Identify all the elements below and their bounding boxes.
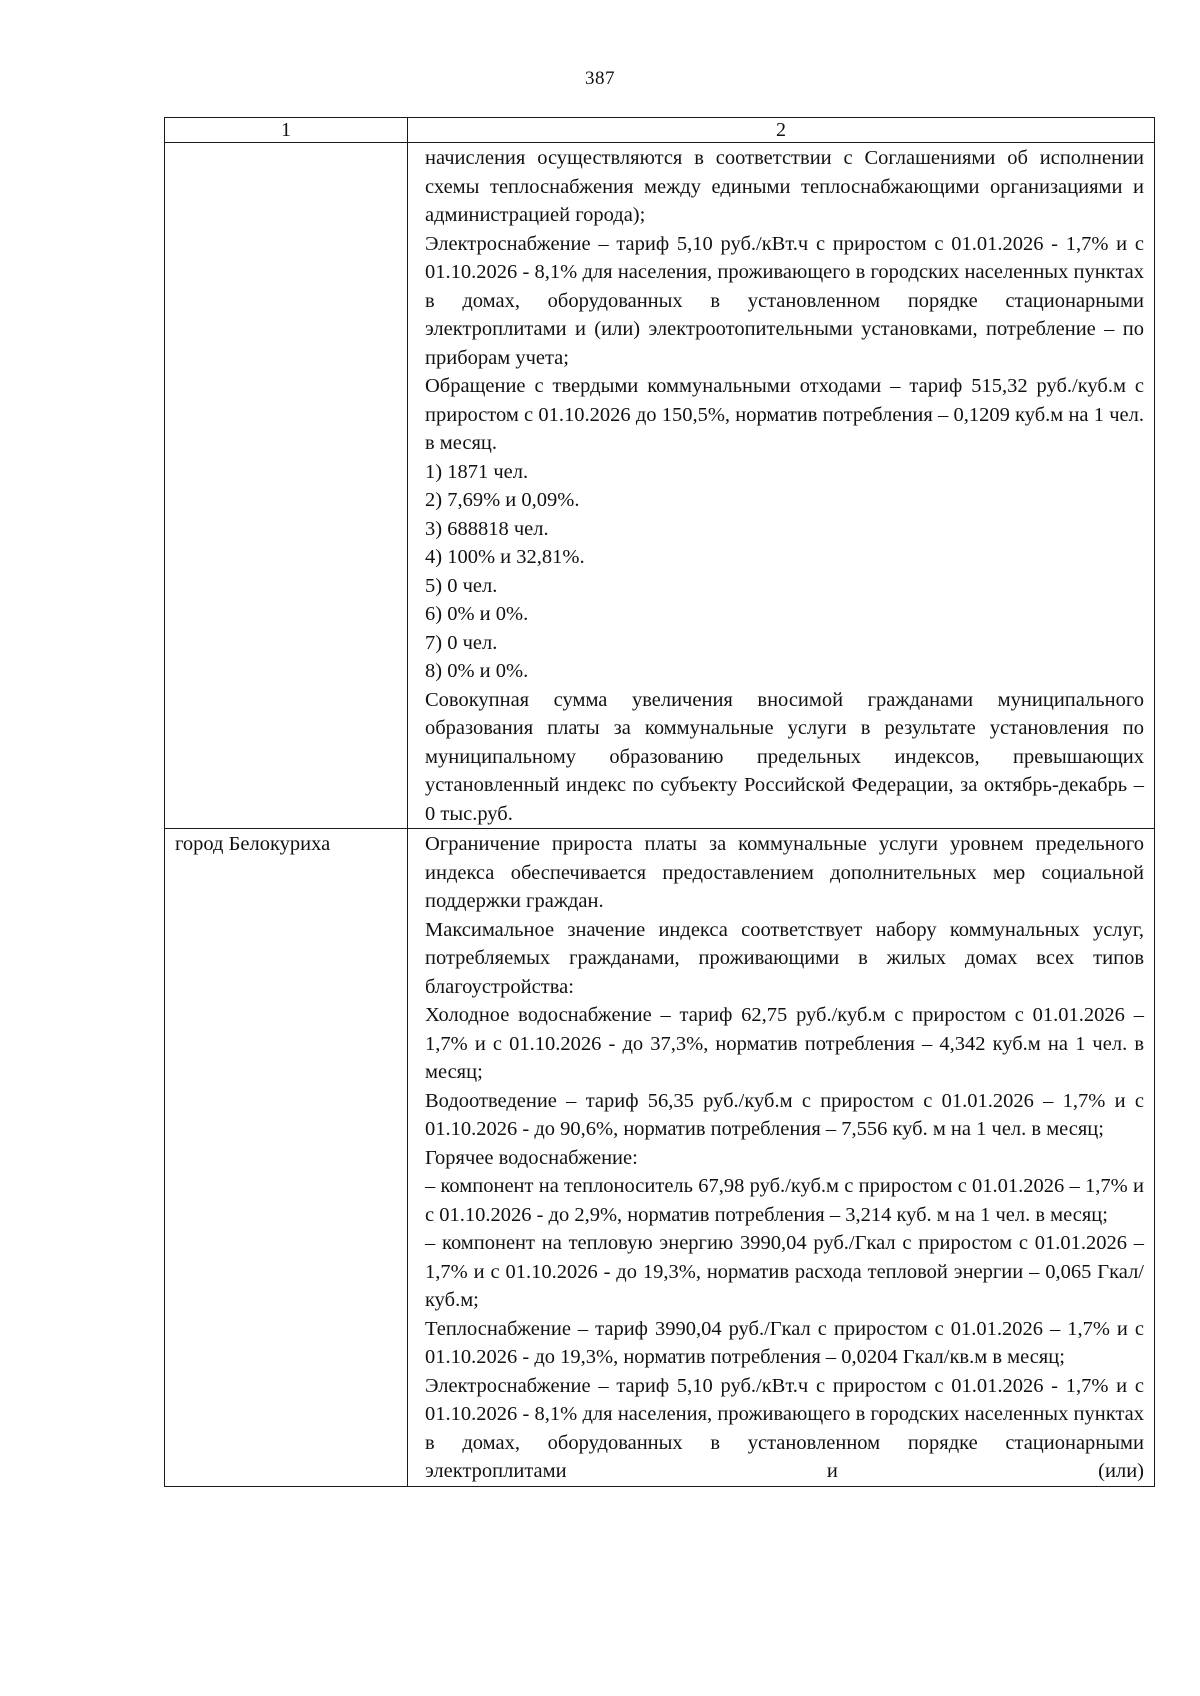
list-item: 1) 1871 чел. xyxy=(425,460,529,483)
table-row xyxy=(165,143,1155,829)
description-cell xyxy=(408,829,1155,1487)
list-item: 4) 100% и 32,81%. xyxy=(425,546,585,568)
paragraph: начисления осуществляются в соответствии с Соглашениями об исполнении схемы теплоснабжения между едиными теплоснабжающими организациями и администрацией города); xyxy=(425,147,1144,226)
paragraph: – компонент на теплоноситель 67,98 руб./куб.м с приростом с 01.01.2026 – 1,7% и с 01.10.2026 - до 2,9%, норматив потребления – 3,214 куб. м на 1 чел. в месяц; xyxy=(425,1175,1144,1226)
paragraph: Электроснабжение – тариф 5,10 руб./кВт.ч с приростом с 01.01.2026 - 1,7% и с 01.10.2026 - 8,1% для населения, проживающего в городских населенных пунктах в домах, оборудованных в установленном порядке стационарными электроплитами и (или) xyxy=(425,1374,1144,1482)
tariff-table xyxy=(164,117,1155,1487)
column-header-1: 1 xyxy=(165,118,408,143)
municipality-cell: город Белокуриха xyxy=(165,829,408,1487)
paragraph: Максимальное значение индекса соответствует набору коммунальных услуг, потребляемых гражданами, проживающими в жилых домах всех типов благоустройства: xyxy=(425,918,1144,998)
list-item: 5) 0 чел. xyxy=(425,574,498,597)
paragraph: Электроснабжение – тариф 5,10 руб./кВт.ч с приростом с 01.01.2026 - 1,7% и с 01.10.2026 - 8,1% для населения, проживающего в городских населенных пунктах в домах, оборудованных в установленном порядке стационарными электроплитами и (или) электроотопительными установками, потребление – по приборам учета; xyxy=(425,232,1144,369)
paragraph: Теплоснабжение – тариф 3990,04 руб./Гкал с приростом с 01.01.2026 – 1,7% и с 01.10.2026 - до 19,3%, норматив потребления – 0,0204 Гкал/кв.м в месяц; xyxy=(425,1317,1144,1368)
paragraph: Холодное водоснабжение – тариф 62,75 руб./куб.м с приростом с 01.01.2026 – 1,7% и с 01.10.2026 - до 37,3%, норматив потребления – 4,342 куб.м на 1 чел. в месяц; xyxy=(425,1004,1144,1083)
paragraph: – компонент на тепловую энергию 3990,04 руб./Гкал с приростом с 01.01.2026 – 1,7% и с 01.10.2026 - до 19,3%, норматив расхода тепловой энергии – 0,065 Гкал/куб.м; xyxy=(425,1232,1144,1311)
paragraph: Ограничение прироста платы за коммунальные услуги уровнем предельного индекса обеспечивается предоставлением дополнительных мер социальной поддержки граждан. xyxy=(425,833,1144,912)
column-header-2: 2 xyxy=(408,118,1155,143)
paragraph: Обращение с твердыми коммунальными отходами – тариф 515,32 руб./куб.м с приростом с 01.10.2026 до 150,5%, норматив потребления – 0,1209 куб.м на 1 чел. в месяц. xyxy=(425,375,1144,454)
list-item: 2) 7,69% и 0,09%. xyxy=(425,489,580,511)
list-item: 8) 0% и 0%. xyxy=(425,660,529,682)
page-number: 387 xyxy=(585,68,615,89)
paragraph: Горячее водоснабжение: xyxy=(425,1146,638,1169)
list-item: 6) 0% и 0%. xyxy=(425,603,529,625)
list-item: 7) 0 чел. xyxy=(425,631,498,654)
municipality-cell xyxy=(165,143,408,829)
paragraph: Водоотведение – тариф 56,35 руб./куб.м с приростом с 01.01.2026 – 1,7% и с 01.10.2026 - до 90,6%, норматив потребления – 7,556 куб. м на 1 чел. в месяц; xyxy=(425,1089,1144,1140)
table-row xyxy=(165,829,1155,1487)
table-header-row xyxy=(165,118,1155,143)
list-item: 3) 688818 чел. xyxy=(425,517,549,540)
description-cell xyxy=(408,143,1155,829)
paragraph: Совокупная сумма увеличения вносимой гражданами муниципального образования платы за коммунальные услуги в результате установления по муниципальному образованию предельных индексов, превышающих установленный индекс по субъекту Российской Федерации, за октябрь-декабрь – 0 тыс.руб. xyxy=(425,688,1144,825)
